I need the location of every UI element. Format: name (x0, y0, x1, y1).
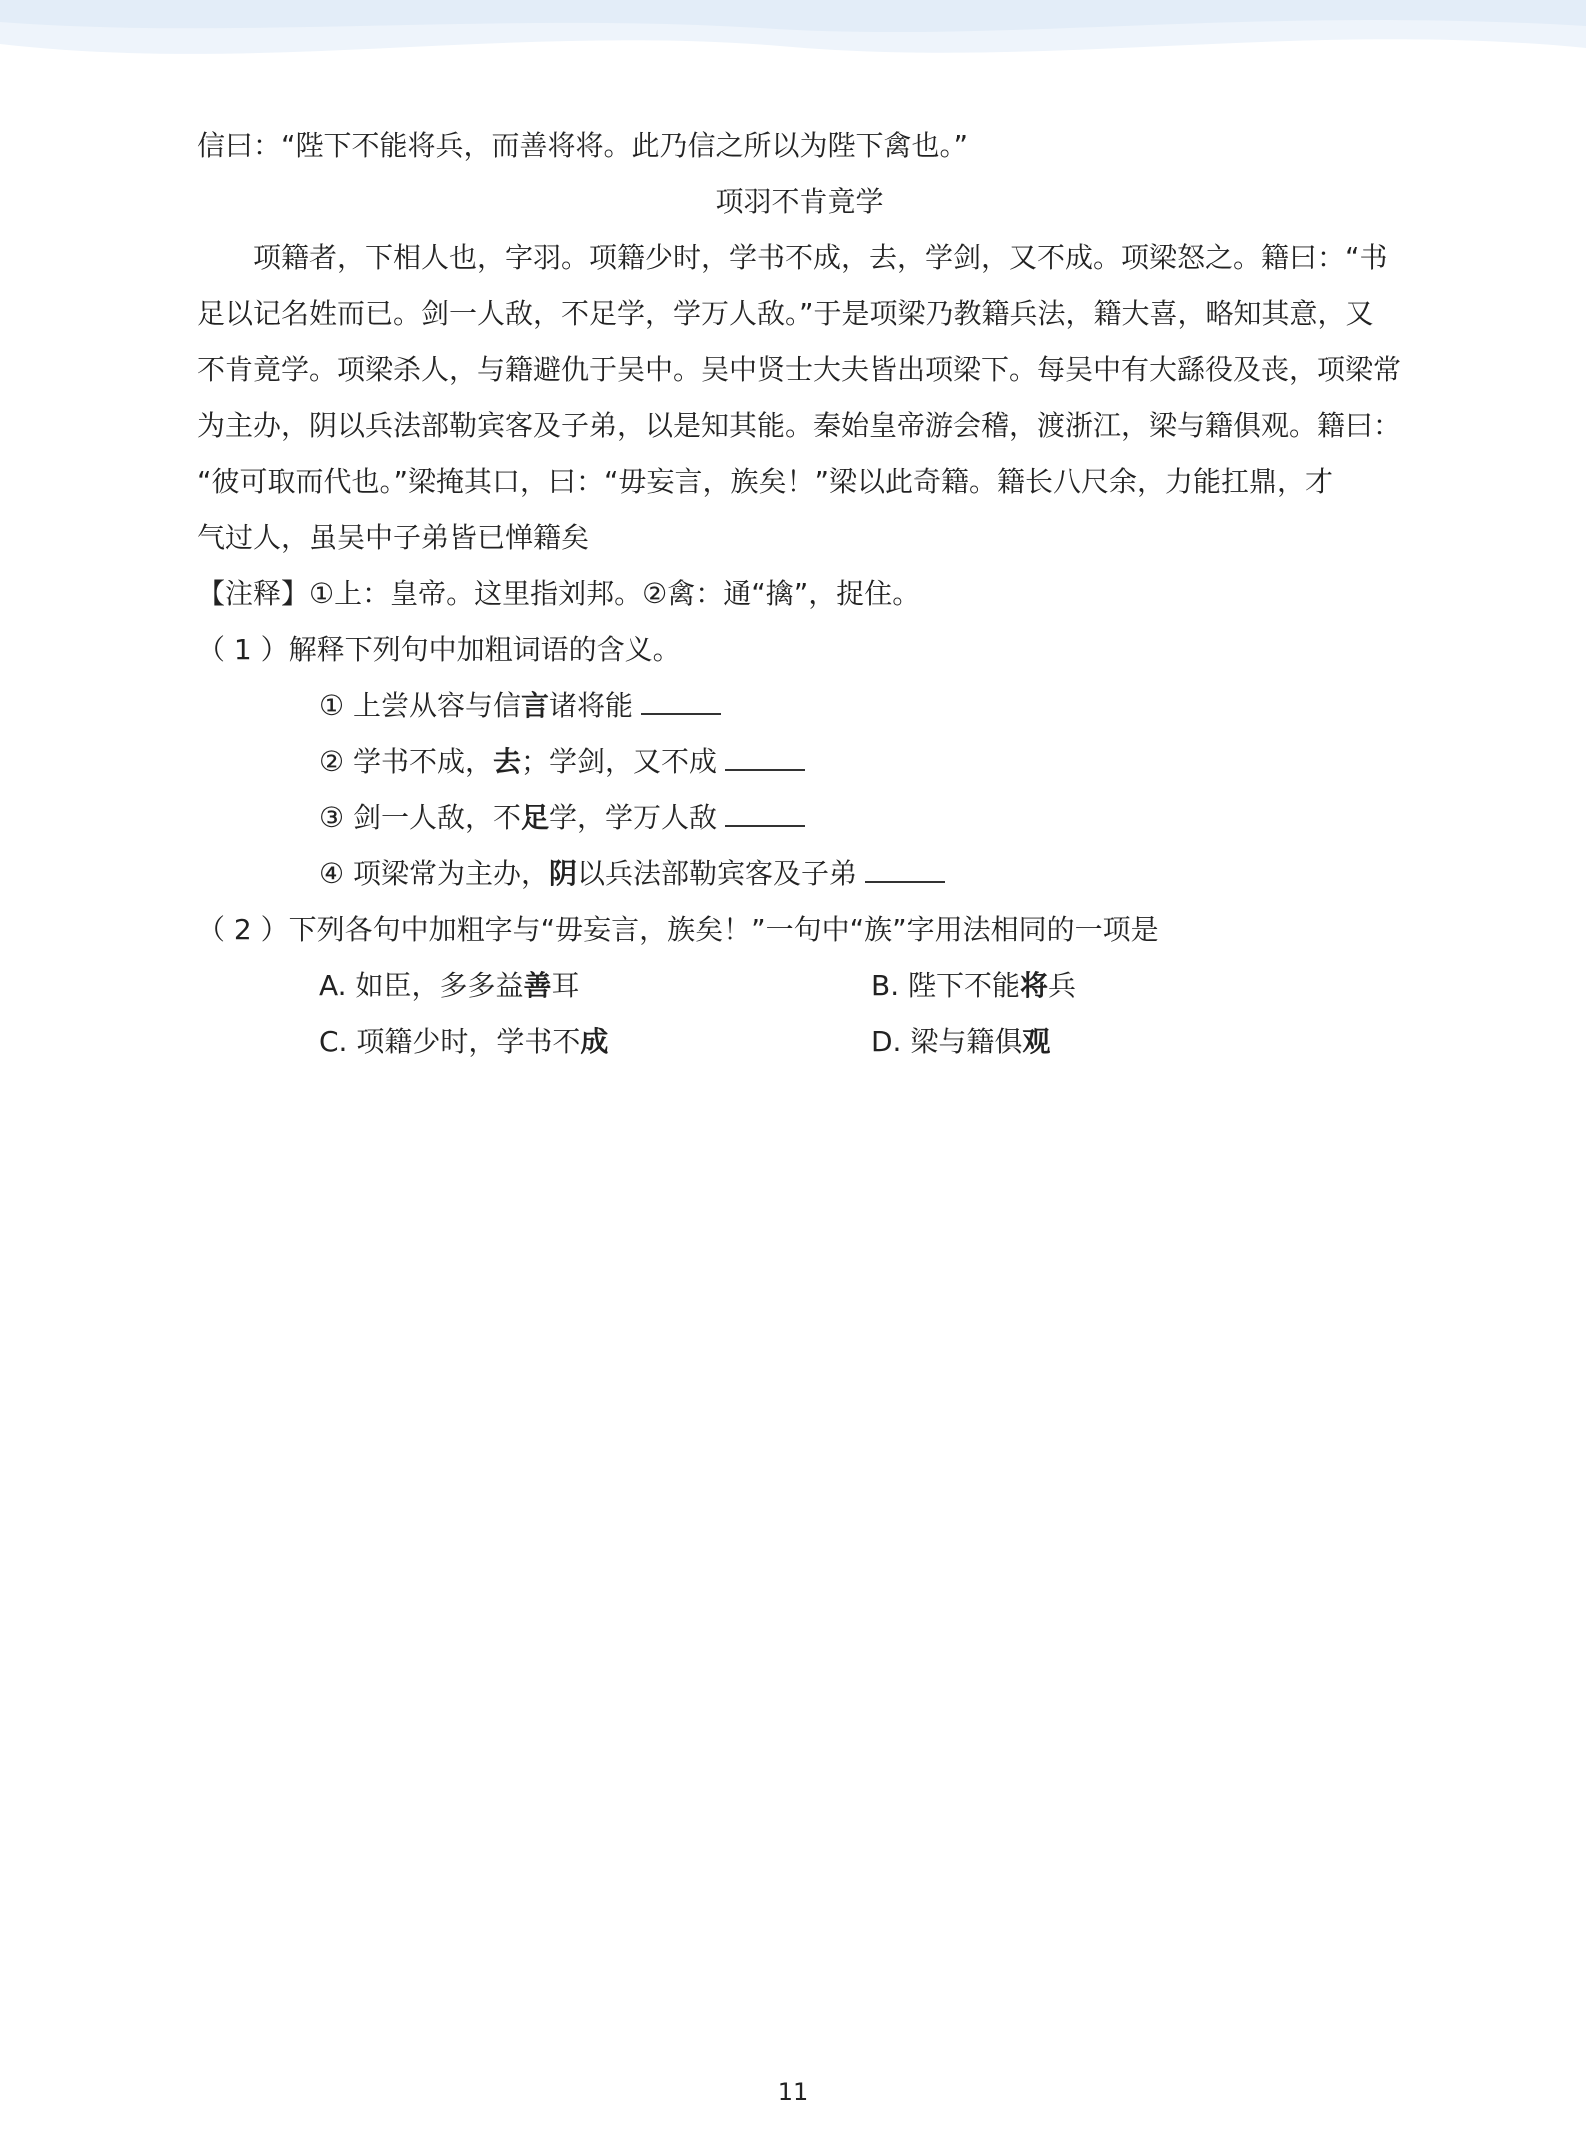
passage-end-line: 信曰：“陛下不能将兵，而善将将。此乃信之所以为陛下禽也。” (197, 129, 969, 162)
item-text: 以兵法部勒宾客及子弟 (577, 857, 858, 890)
item-text: ② 学书不成， (319, 745, 494, 778)
option-a[interactable] (197, 958, 871, 1014)
answer-blank[interactable] (725, 801, 805, 827)
question-1-item (197, 846, 1402, 902)
question-1-item (197, 678, 1402, 734)
passage-line: 不肯竟学。项梁杀人，与籍避仇于吴中。吴中贤士大夫皆出项梁下。每吴中有大繇役及丧，项梁常 (197, 353, 1402, 386)
passage-line: 项籍者，下相人也，字羽。项籍少时，学书不成，去，学剑，又不成。项梁怒之。籍曰：“书 (253, 241, 1388, 274)
bold-word: 去 (493, 745, 522, 778)
passage (197, 230, 1402, 566)
header-wave-decoration (0, 0, 1586, 80)
document-body (197, 118, 1402, 1070)
passage-line: 为主办，阴以兵法部勒宾客及子弟，以是知其能。秦始皇帝游会稽，渡浙江，梁与籍俱观。籍曰： (197, 409, 1402, 442)
bold-word: 成 (580, 1025, 609, 1058)
passage-line: “彼可取而代也。”梁掩其口，曰：“毋妄言，族矣！”梁以此奇籍。籍长八尺余，力能扛鼎，才 (197, 465, 1334, 498)
bold-word: 言 (521, 689, 550, 722)
item-text: ④ 项梁常为主办， (319, 857, 550, 890)
answer-blank[interactable] (641, 689, 721, 715)
passage-line: 气过人，虽吴中子弟皆已惮籍矣 (197, 521, 590, 554)
answer-blank[interactable] (725, 745, 805, 771)
answer-blank[interactable] (865, 857, 945, 883)
question-1-prompt: （ 1 ）解释下列句中加粗词语的含义。 (197, 633, 681, 666)
bold-word: 善 (523, 969, 552, 1002)
option-c[interactable] (197, 1014, 871, 1070)
question-1-item (197, 790, 1402, 846)
question-2-options-row (197, 958, 1402, 1014)
annotation-note: 【注释】①上：皇帝。这里指刘邦。②禽：通“擒”，捉住。 (197, 577, 921, 610)
passage-line: 足以记名姓而已。剑一人敌，不足学，学万人敌。”于是项梁乃教籍兵法，籍大喜，略知其意，又 (197, 297, 1374, 330)
question-2-prompt: （ 2 ）下列各句中加粗字与“毋妄言，族矣！”一句中“族”字用法相同的一项是 (197, 913, 1159, 946)
item-text: ③ 剑一人敌，不 (319, 801, 522, 834)
question-2-options-row (197, 1014, 1402, 1070)
option-text: 耳 (551, 969, 580, 1002)
item-text: ① 上尝从容与信 (319, 689, 522, 722)
option-text: C. 项籍少时，学书不 (319, 1025, 581, 1058)
option-text: D. 梁与籍俱 (871, 1025, 1023, 1058)
option-text: 兵 (1048, 969, 1077, 1002)
option-d[interactable] (871, 1014, 1050, 1070)
question-1-item (197, 734, 1402, 790)
bold-word: 足 (521, 801, 550, 834)
option-text: B. 陛下不能 (871, 969, 1021, 1002)
section-title: 项羽不肯竟学 (715, 185, 884, 218)
bold-word: 观 (1022, 1025, 1051, 1058)
item-text: 诸将能 (549, 689, 634, 722)
page-number: 11 (777, 2078, 809, 2106)
item-text: ；学剑，又不成 (521, 745, 718, 778)
option-b[interactable] (871, 958, 1076, 1014)
option-text: A. 如臣，多多益 (319, 969, 524, 1002)
bold-word: 将 (1020, 969, 1049, 1002)
bold-word: 阴 (549, 857, 578, 890)
item-text: 学，学万人敌 (549, 801, 718, 834)
